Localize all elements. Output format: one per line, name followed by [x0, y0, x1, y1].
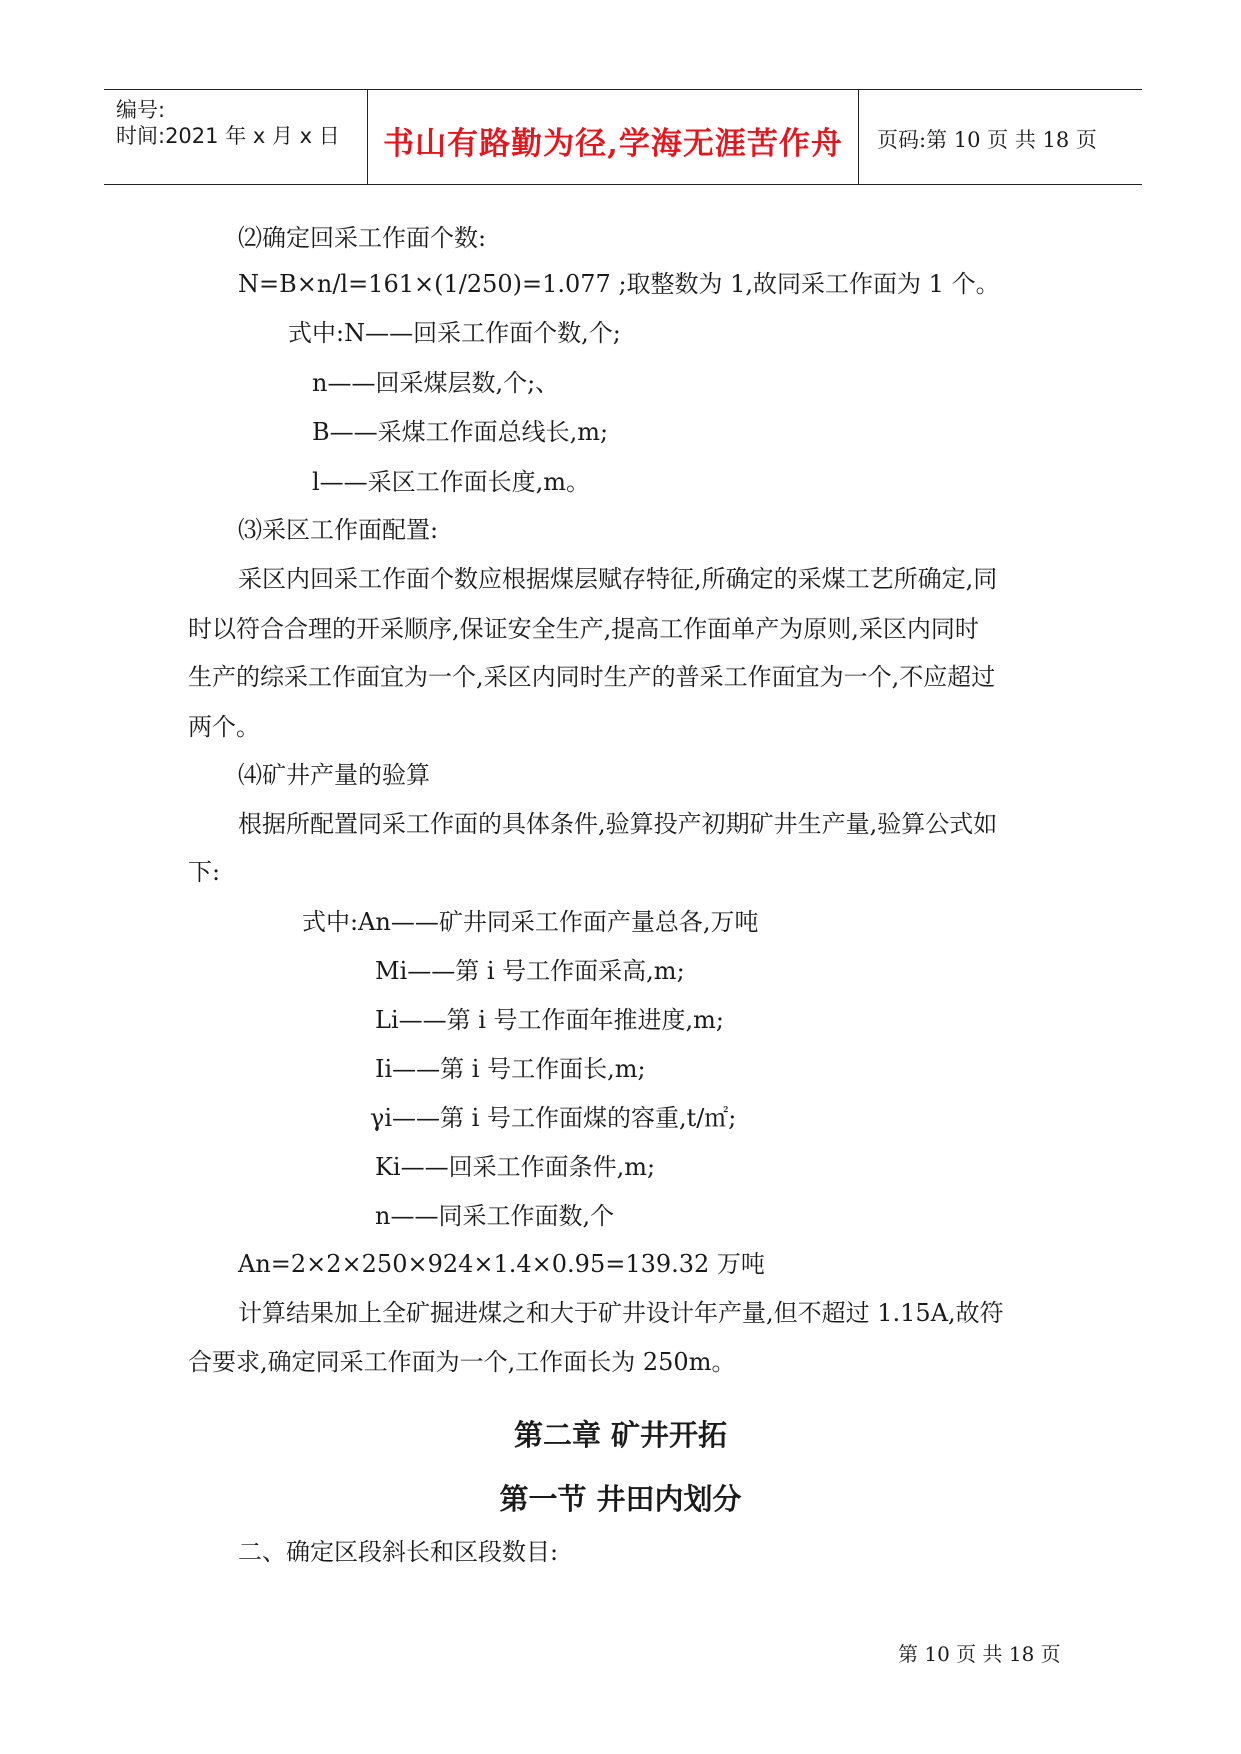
paragraph-line: ⑷矿井产量的验算: [238, 761, 430, 789]
formula-line: N=B×n/l=161×(1/250)=1.077 ;取整数为 1,故同采工作面为 1 个。: [238, 270, 1000, 298]
paragraph-line: 时以符合合理的开采顺序,保证安全生产,提高工作面单产为原则,采区内同时: [188, 615, 979, 643]
header-motto-cell: [368, 90, 859, 184]
document-time-label: 时间:2021 年 x 月 x 日: [116, 124, 340, 148]
paragraph-line: ⑶采区工作面配置:: [238, 516, 439, 544]
definition-line: Ki——回采工作面条件,m;: [375, 1153, 656, 1181]
paragraph-line: 采区内回采工作面个数应根据煤层赋存特征,所确定的采煤工艺所确定,同: [238, 565, 998, 593]
definition-line: 式中:N——回采工作面个数,个;: [288, 319, 621, 347]
document-number-label: 编号:: [116, 98, 166, 122]
definition-line: Ii——第 i 号工作面长,m;: [375, 1055, 646, 1083]
header-meta-cell: [104, 90, 368, 184]
paragraph-line: ⑵确定回采工作面个数:: [238, 224, 487, 252]
footer-page-number: 第 10 页 共 18 页: [898, 1642, 1061, 1666]
definition-line: n——回采煤层数,个;、: [312, 369, 560, 397]
definition-line: Li——第 i 号工作面年推进度,m;: [375, 1006, 725, 1034]
definition-line: l——采区工作面长度,m。: [312, 468, 591, 496]
paragraph-line: 合要求,确定同采工作面为一个,工作面长为 250m。: [188, 1348, 736, 1376]
page-header: [104, 89, 1142, 185]
header-motto: 书山有路勤为径,学海无涯苦作舟: [383, 126, 843, 162]
formula-line: An=2×2×250×924×1.4×0.95=139.32 万吨: [238, 1250, 765, 1278]
definition-line: B——采煤工作面总线长,m;: [312, 418, 609, 446]
paragraph-line: 根据所配置同采工作面的具体条件,验算投产初期矿井生产量,验算公式如: [238, 810, 998, 838]
header-page-number: 页码:第 10 页 共 18 页: [877, 128, 1097, 152]
paragraph-line: 下:: [188, 858, 221, 886]
paragraph-line: 计算结果加上全矿掘进煤之和大于矿井设计年产量,但不超过 1.15A,故符: [238, 1299, 1004, 1327]
paragraph-line: 两个。: [188, 713, 260, 741]
definition-line: Mi——第 i 号工作面采高,m;: [375, 957, 685, 985]
definition-line: γi——第 i 号工作面煤的容重,t/㎡;: [370, 1104, 737, 1132]
chapter-heading: 第二章 矿井开拓: [513, 1418, 728, 1452]
definition-line: n——同采工作面数,个: [375, 1202, 615, 1230]
definition-line: 式中:An——矿井同采工作面产量总各,万吨: [302, 908, 759, 936]
paragraph-line: 生产的综采工作面宜为一个,采区内同时生产的普采工作面宜为一个,不应超过: [188, 663, 996, 691]
paragraph-line: 二、确定区段斜长和区段数目:: [238, 1538, 559, 1566]
header-page-cell: [859, 90, 1142, 184]
section-heading: 第一节 井田内划分: [499, 1482, 742, 1516]
